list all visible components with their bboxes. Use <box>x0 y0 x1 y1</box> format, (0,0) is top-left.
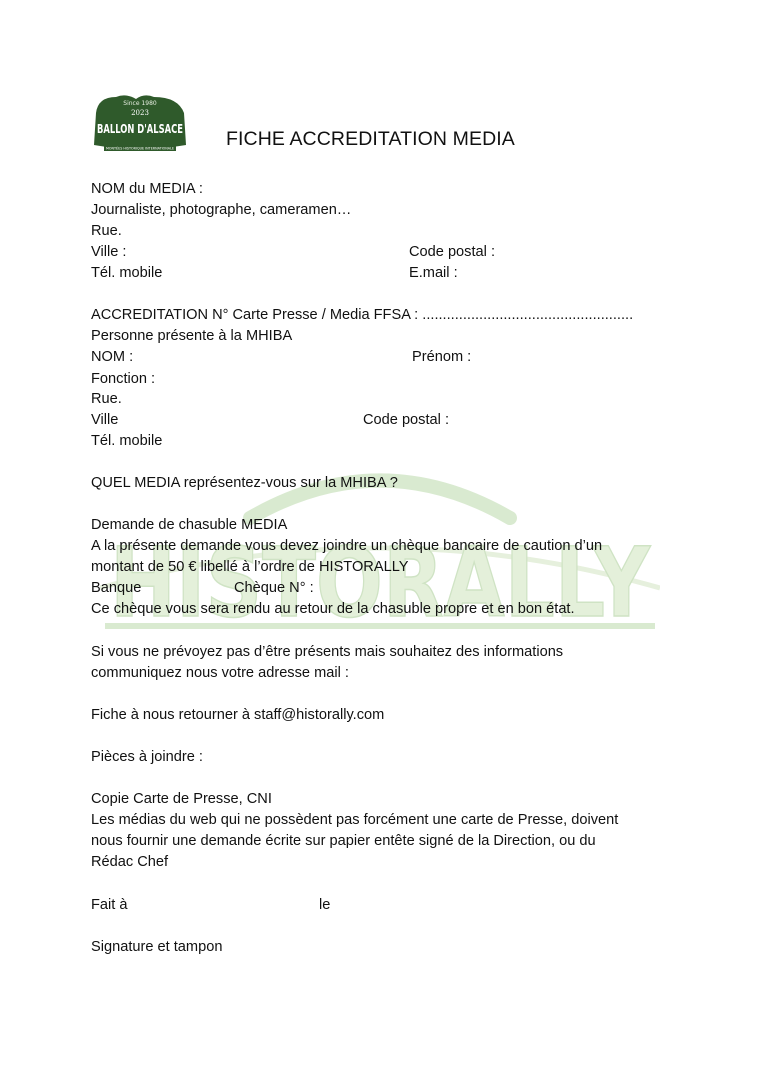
media-ville: Ville : <box>91 244 127 260</box>
logo-year: 2023 <box>131 109 149 117</box>
media-role: Journaliste, photographe, cameramen… <box>91 202 352 218</box>
pieces-heading: Pièces à joindre : <box>91 749 203 765</box>
chasuble-cheque: Chèque N° : <box>234 580 314 596</box>
fait-le: le <box>319 897 331 913</box>
pieces-web1: Les médias du web qui ne possèdent pas forcément une carte de Presse, doivent <box>91 812 619 828</box>
logo-subtitle: MONTÉES HISTORIQUE INTERNATIONALE <box>106 145 175 151</box>
chasuble-banque: Banque <box>91 580 142 596</box>
accreditation-nom: NOM : <box>91 349 134 365</box>
logo-name: BALLON D'ALSACE <box>97 121 183 136</box>
chasuble-line3: Ce chèque vous sera rendu au retour de la chasuble propre et en bon état. <box>91 601 575 617</box>
media-tel: Tél. mobile <box>91 265 163 281</box>
accreditation-carte: ACCREDITATION N° Carte Presse / Media FFSA : .................................................... <box>91 307 634 323</box>
watermark-text: HISTORALLY <box>110 527 652 638</box>
pieces-copie: Copie Carte de Presse, CNI <box>91 791 272 807</box>
accreditation-tel: Tél. mobile <box>91 433 163 449</box>
pieces-web3: Rédac Chef <box>91 854 169 870</box>
fait-a: Fait à <box>91 897 128 913</box>
signature-tampon: Signature et tampon <box>91 939 223 955</box>
accreditation-rue: Rue. <box>91 391 122 407</box>
accreditation-personne: Personne présente à la MHIBA <box>91 328 293 344</box>
media-email: E.mail : <box>409 265 458 281</box>
question-media: QUEL MEDIA représentez-vous sur la MHIBA ? <box>91 475 398 491</box>
page-title: FICHE ACCREDITATION MEDIA <box>226 128 515 150</box>
info-line2: communiquez nous votre adresse mail : <box>91 665 349 681</box>
media-code-postal: Code postal : <box>409 244 495 260</box>
logo-since: Since 1980 <box>123 100 157 107</box>
media-nom: NOM du MEDIA : <box>91 181 203 197</box>
info-line1: Si vous ne prévoyez pas d’être présents mais souhaitez des informations <box>91 644 564 660</box>
accreditation-ville: Ville <box>91 412 119 428</box>
chasuble-heading: Demande de chasuble MEDIA <box>91 517 288 533</box>
chasuble-line1: A la présente demande vous devez joindre un chèque bancaire de caution d’un <box>91 538 603 554</box>
accreditation-prenom: Prénom : <box>412 349 472 365</box>
pieces-web2: nous fournir une demande écrite sur papier entête signé de la Direction, ou du <box>91 833 596 849</box>
ballon-dalsace-logo <box>90 93 190 155</box>
accreditation-code-postal: Code postal : <box>363 412 449 428</box>
chasuble-line2: montant de 50 € libellé à l’ordre de HISTORALLY <box>91 559 409 575</box>
accreditation-fonction: Fonction : <box>91 371 156 387</box>
retour-email: Fiche à nous retourner à staff@historally.com <box>91 707 385 723</box>
media-rue: Rue. <box>91 223 122 239</box>
